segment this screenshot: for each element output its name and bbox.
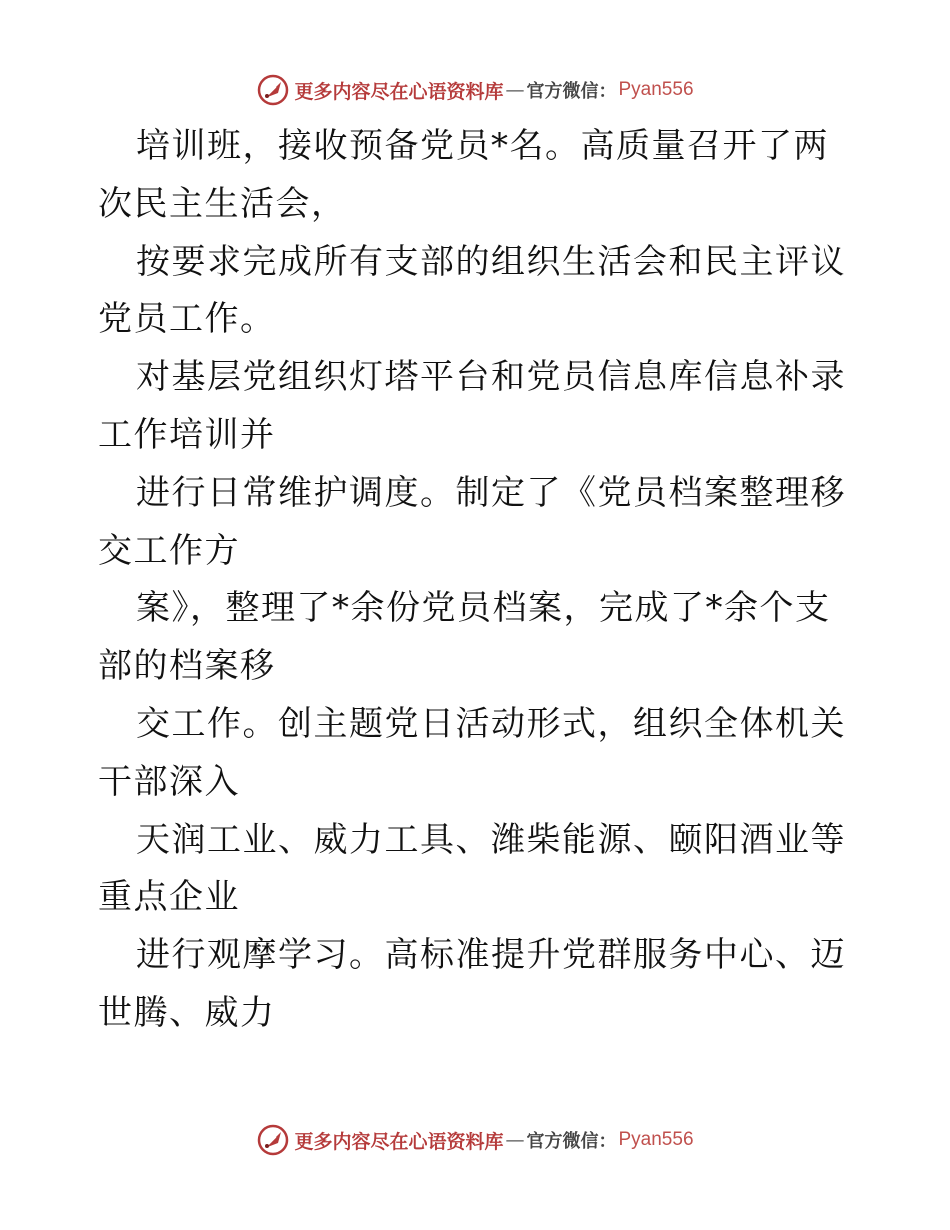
header-brand: 更多内容尽在心语资料库 xyxy=(294,80,504,103)
header-dash: — xyxy=(505,79,525,101)
quill-logo-icon xyxy=(256,1123,290,1157)
document-body xyxy=(98,118,858,1043)
header-banner xyxy=(0,70,950,110)
paragraph-5: 案》，整理了*余份党员档案，完成了*余个支部的档案移 xyxy=(98,588,831,687)
paragraph-1: 培训班，接收预备党员*名。高质量召开了两次民主生活会， xyxy=(98,126,829,224)
footer-banner xyxy=(0,1120,950,1160)
paragraph-6: 交工作。创主题党日活动形式，组织全体机关干部深入 xyxy=(98,703,846,802)
quill-logo-icon xyxy=(256,73,290,107)
footer-dash: — xyxy=(505,1129,525,1151)
footer-brand: 更多内容尽在心语资料库 xyxy=(294,1130,504,1153)
header-wechat-label: 官方微信： xyxy=(526,81,617,102)
header-wechat-id: Pyan556 xyxy=(618,79,694,100)
paragraph-4: 进行日常维护调度。制定了《党员档案整理移交工作方 xyxy=(98,472,846,571)
paragraph-2: 按要求完成所有支部的组织生活会和民主评议党员工作。 xyxy=(98,241,846,340)
footer-wechat-id: Pyan556 xyxy=(618,1129,694,1150)
paragraph-7: 天润工业、威力工具、潍柴能源、颐阳酒业等重点企业 xyxy=(98,819,846,918)
paragraph-3: 对基层党组织灯塔平台和党员信息库信息补录工作培训并 xyxy=(98,357,846,455)
paragraph-8: 进行观摩学习。高标准提升党群服务中心、迈世腾、威力 xyxy=(98,935,846,1033)
footer-wechat-label: 官方微信： xyxy=(526,1131,617,1152)
